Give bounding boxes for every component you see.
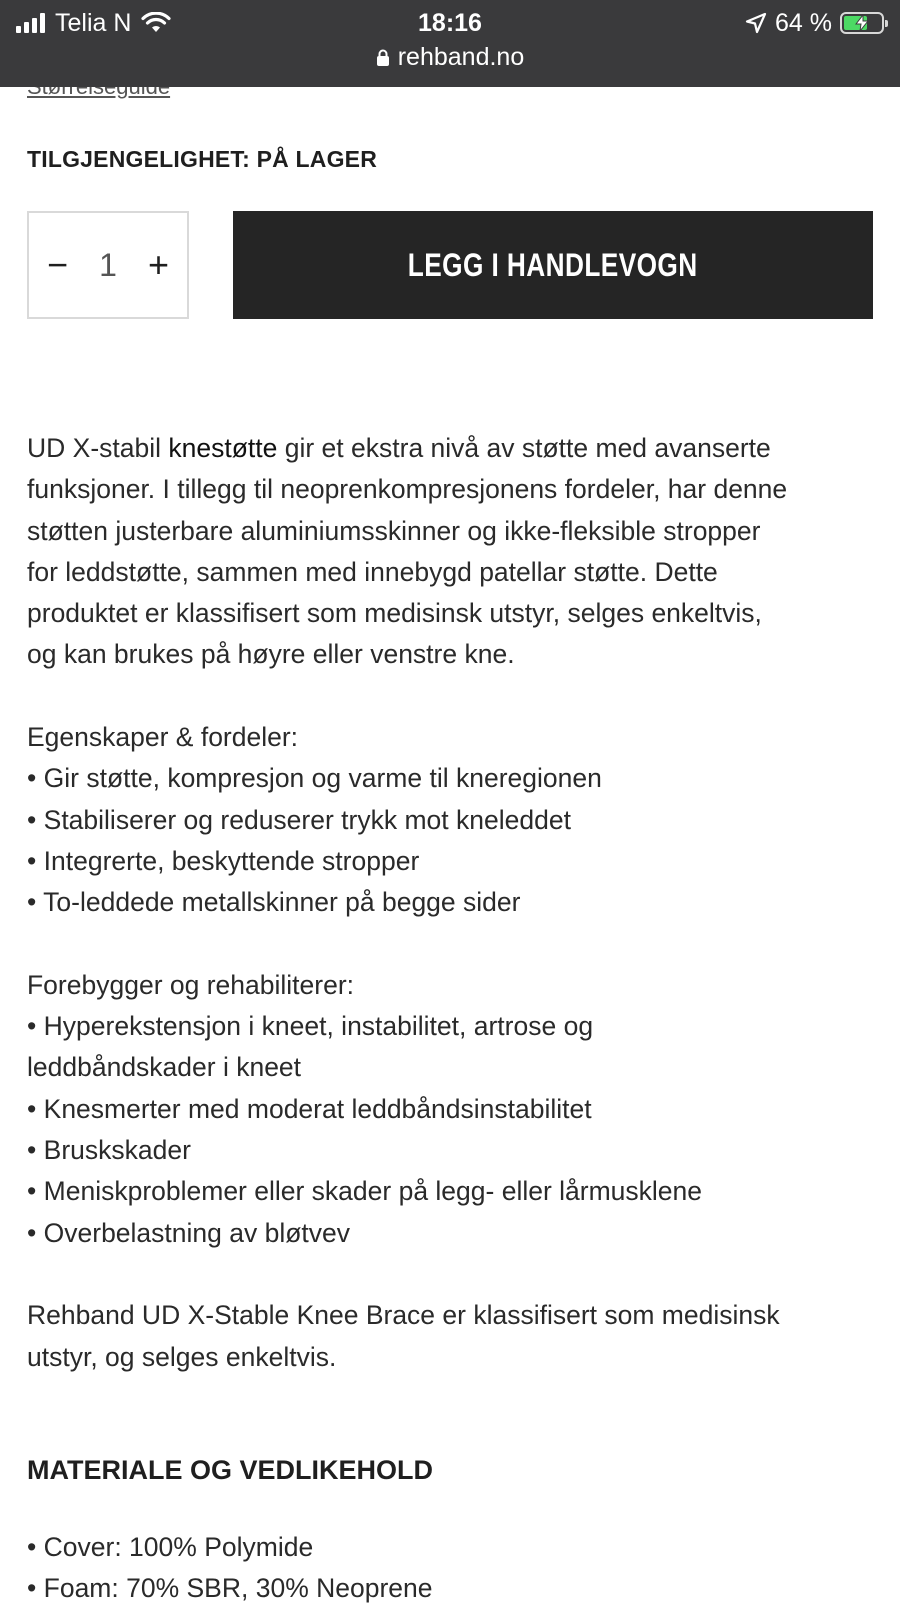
location-arrow-icon <box>745 12 767 34</box>
intro-line: for leddstøtte, sammen med innebygd patellar støtte. Dette <box>27 556 718 587</box>
closing-paragraph <box>27 1295 877 1378</box>
feature-item: • Integrerte, beskyttende stropper <box>27 845 420 876</box>
intro-first-line: UD X-stabil knestøtte gir et ekstra nivå av støtte med avanserte <box>27 433 771 463</box>
intro-paragraph <box>27 428 877 676</box>
browser-status-bar <box>0 0 900 87</box>
materials-title: MATERIALE OG VEDLIKEHOLD <box>27 1455 434 1485</box>
prevents-item: • Meniskproblemer eller skader på legg- eller lårmusklene <box>27 1176 703 1207</box>
closing-line: Rehband UD X-Stable Knee Brace er klassifisert som medisinsk <box>27 1300 780 1331</box>
prevents-item: • Knesmerter med moderat leddbåndsinstabilitet <box>27 1093 592 1124</box>
quantity-stepper <box>27 211 189 319</box>
material-item: • Cover: 100% Polymide <box>27 1532 314 1562</box>
features-heading: Egenskaper & fordeler: <box>27 722 299 753</box>
features-section <box>27 717 877 923</box>
url-text: rehband.no <box>397 43 525 71</box>
prevents-item: • Overbelastning av bløtvev <box>27 1217 351 1248</box>
status-right <box>745 8 884 38</box>
intro-line: funksjoner. I tillegg til neoprenkompresjonens fordeler, har denne <box>27 474 788 505</box>
prevents-item: leddbåndskader i kneet <box>27 1052 302 1083</box>
prevents-item: • Hyperekstensjon i kneet, instabilitet, artrose og <box>27 1011 594 1042</box>
availability-status: TILGJENGELIGHET: PÅ LAGER <box>27 146 378 172</box>
feature-item: • Stabiliserer og reduserer trykk mot kneleddet <box>27 804 571 835</box>
materials-list <box>27 1527 433 1610</box>
feature-item: • To-leddede metallskinner på begge sider <box>27 887 521 918</box>
battery-percent: 64 % <box>775 8 832 37</box>
address-bar[interactable] <box>0 42 900 72</box>
feature-item: • Gir støtte, kompresjon og varme til kneregionen <box>27 763 602 794</box>
charging-bolt-icon <box>855 15 869 31</box>
battery-icon <box>840 12 884 34</box>
add-to-cart-button[interactable] <box>233 211 873 319</box>
add-to-cart-label: LEGG I HANDLEVOGN <box>408 246 698 283</box>
product-description <box>27 428 877 1419</box>
intro-line: produktet er klassifisert som medisinsk utstyr, selges enkeltvis, <box>27 598 762 629</box>
prevents-heading: Forebygger og rehabiliterer: <box>27 969 355 1000</box>
closing-line: utstyr, og selges enkeltvis. <box>27 1341 337 1372</box>
intro-line: og kan brukes på høyre eller venstre kne. <box>27 639 515 670</box>
material-item: • Foam: 70% SBR, 30% Neoprene <box>27 1573 433 1604</box>
carrier-name: Telia N <box>55 8 132 37</box>
prevents-item: • Bruskskader <box>27 1135 191 1166</box>
quantity-value[interactable]: 1 <box>99 246 117 283</box>
knee-support-link[interactable]: knestøtte <box>168 433 278 463</box>
increase-quantity-button[interactable]: + <box>147 244 169 285</box>
intro-line: støtten justerbare aluminiumsskinner og ikke-fleksible stropper <box>27 515 761 546</box>
clock: 18:16 <box>418 9 482 37</box>
decrease-quantity-button[interactable]: − <box>47 244 69 285</box>
lock-icon <box>376 49 390 66</box>
prevents-section <box>27 965 877 1254</box>
